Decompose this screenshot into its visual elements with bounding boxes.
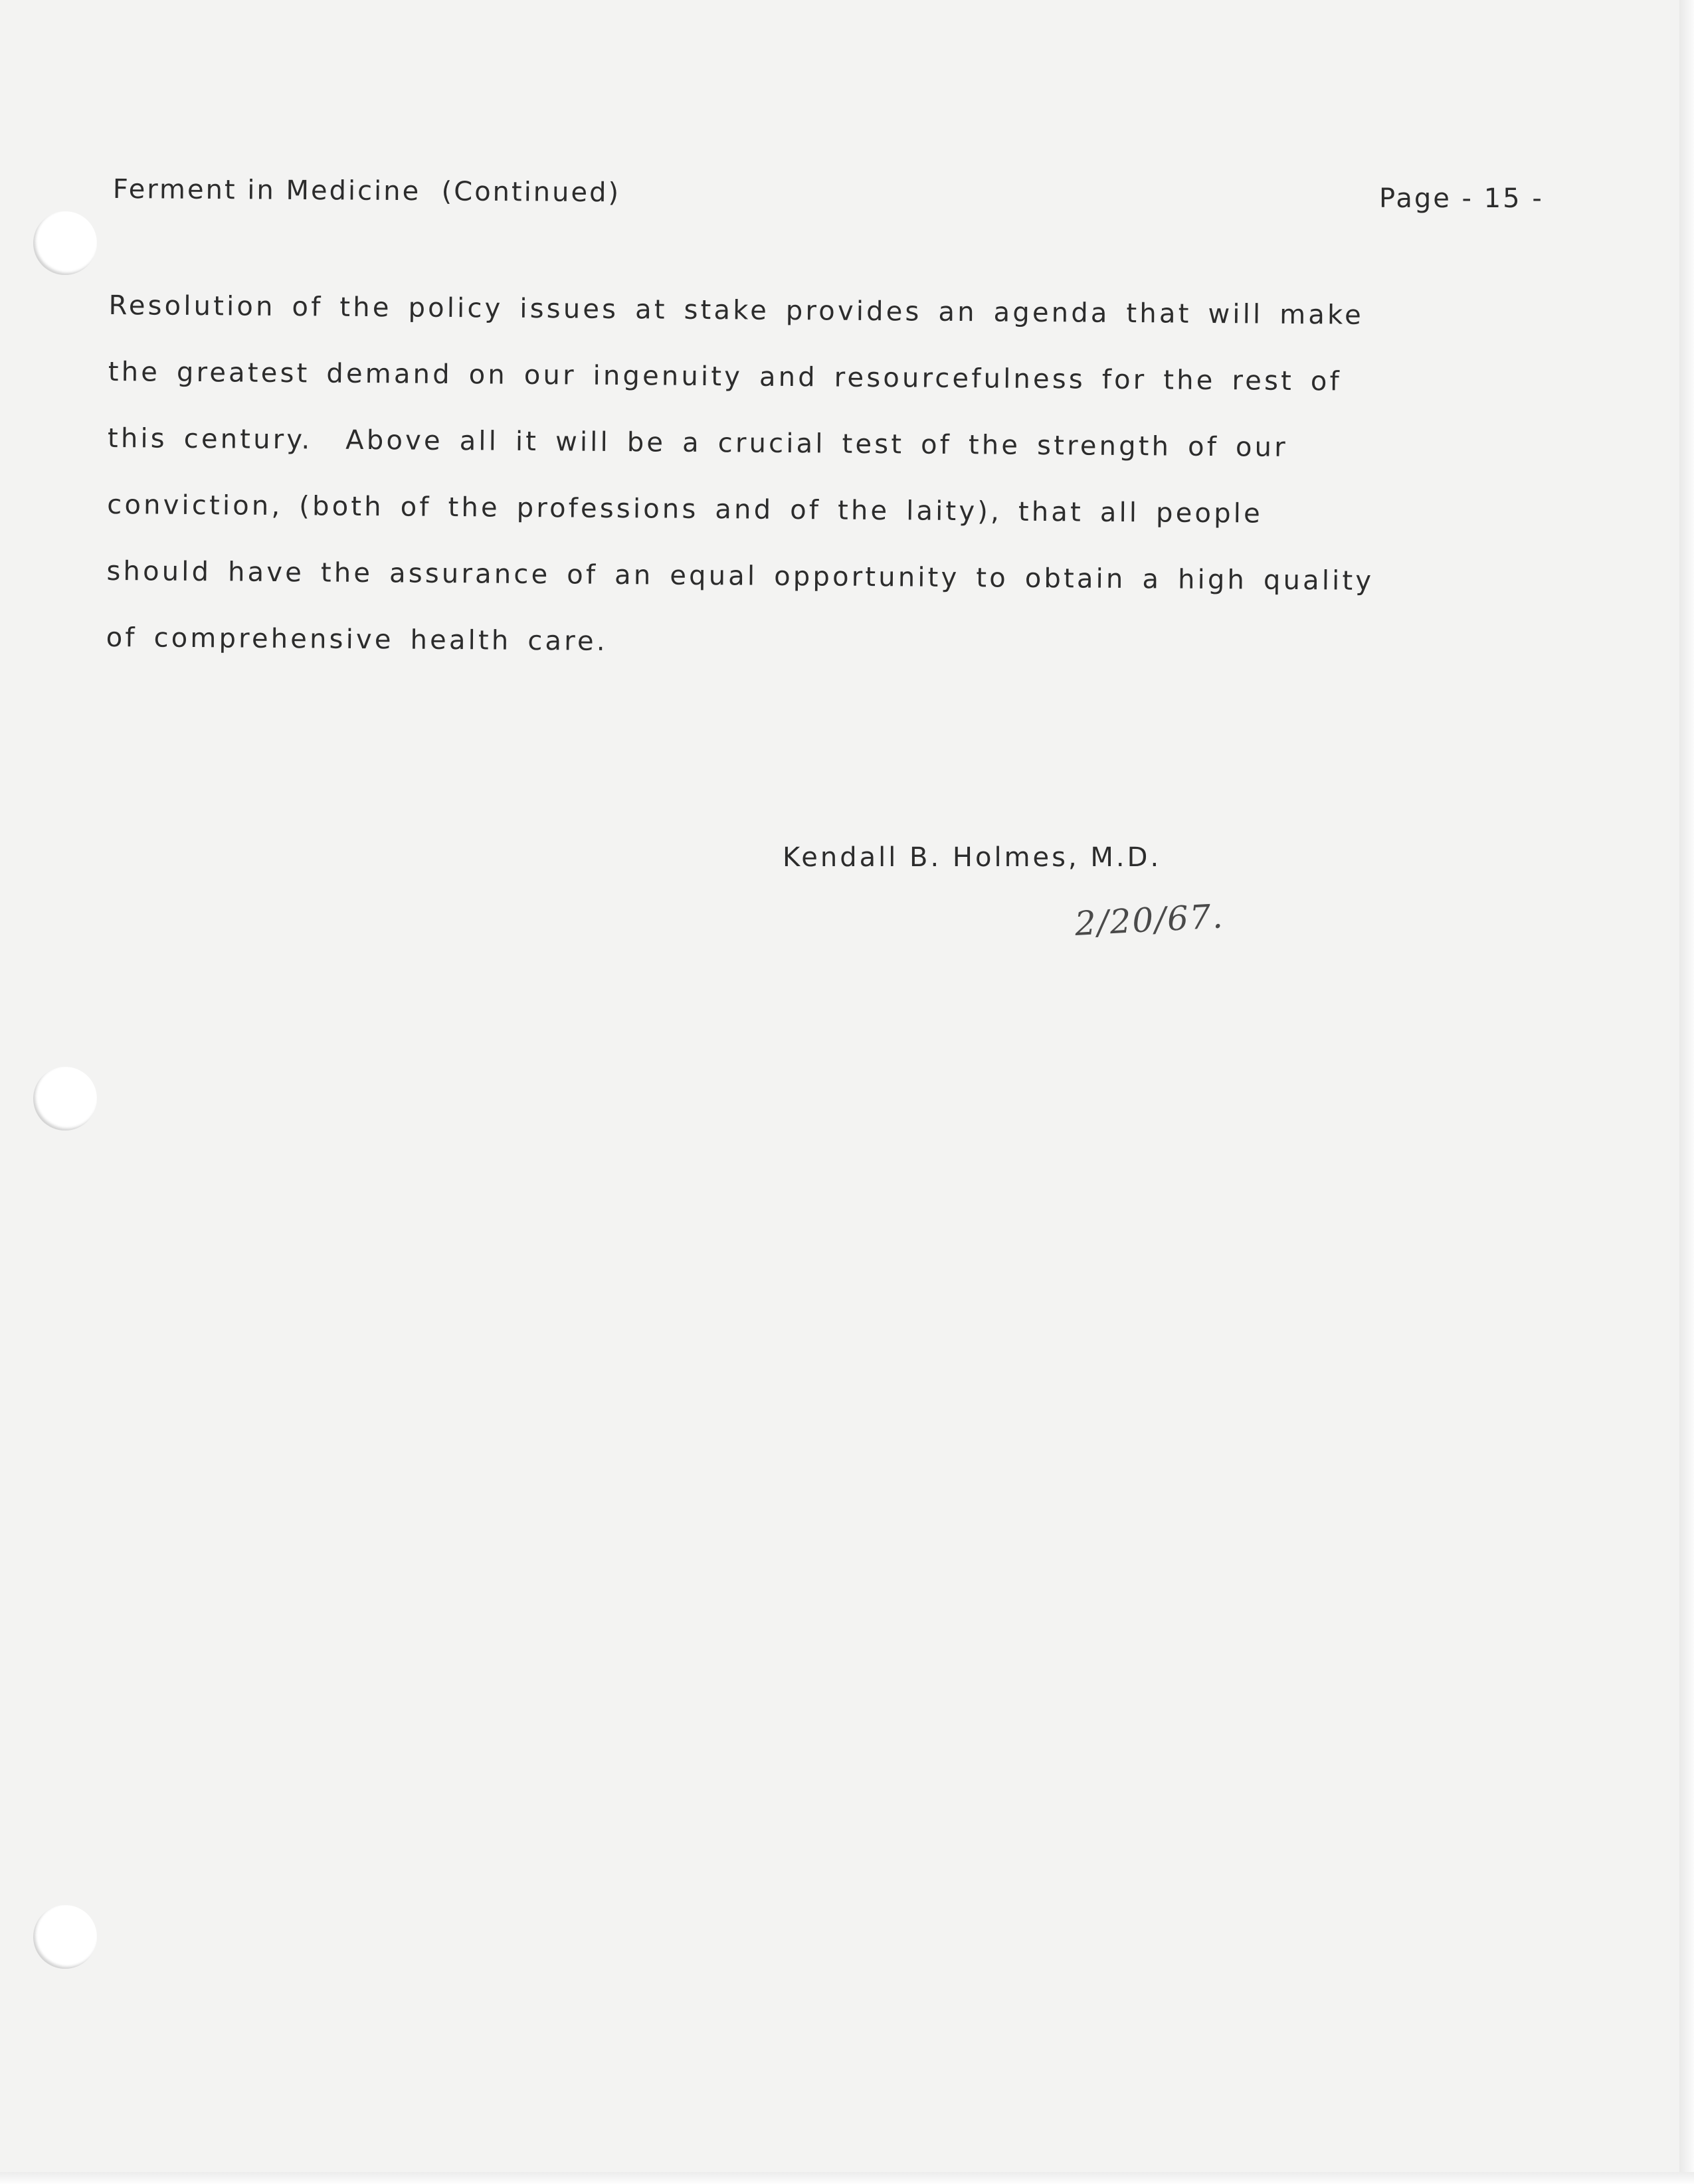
punch-hole-top (33, 211, 97, 275)
body-line: of comprehensive health care. (106, 622, 608, 657)
body-line: Resolution of the policy issues at stake provides an agenda that will make (108, 290, 1365, 331)
punch-hole-bottom (33, 1905, 97, 1969)
body-paragraph (106, 272, 1597, 683)
page-edge-bottom (0, 2172, 1694, 2184)
body-line: this century. Above all it will be a crucial test of the strength of our (107, 422, 1289, 463)
page-edge-right (1679, 0, 1694, 2184)
handwritten-date: 2/20/67. (1074, 897, 1225, 943)
page-number: Page - 15 - (1379, 183, 1544, 214)
punch-hole-middle (33, 1067, 97, 1131)
body-line: conviction, (both of the professions and of the laity), that all people (107, 489, 1264, 529)
running-header-title: Ferment in Medicine (Continued) (112, 174, 621, 209)
body-line: the greatest demand on our ingenuity and resourcefulness for the rest of (108, 356, 1343, 397)
author-signature: Kendall B. Holmes, M.D. (783, 842, 1162, 873)
body-line: should have the assurance of an equal opportunity to obtain a high quality (106, 555, 1374, 596)
